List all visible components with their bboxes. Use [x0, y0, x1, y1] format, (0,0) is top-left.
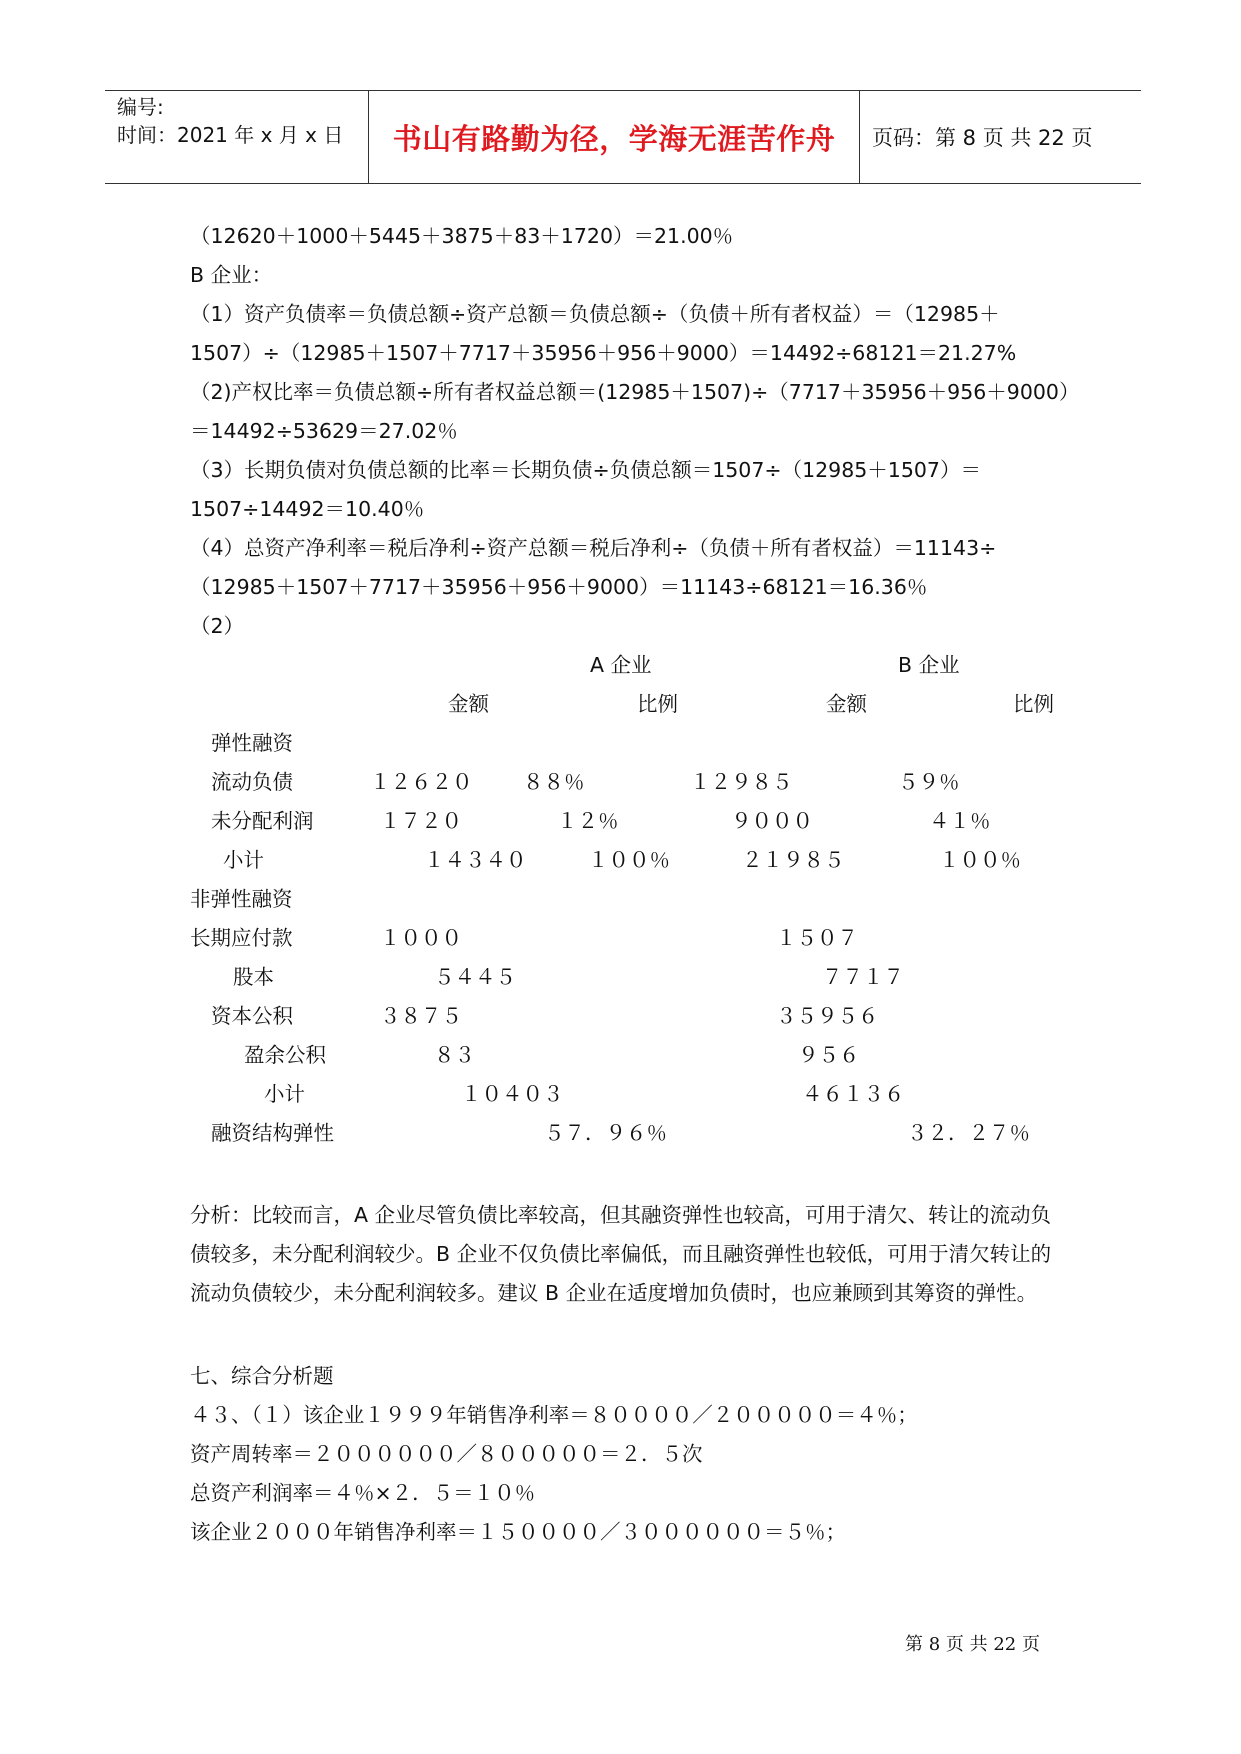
- cell-value: １２９８５: [690, 770, 793, 794]
- row-label: 股本: [233, 965, 274, 989]
- col-header-b: B 企业: [898, 653, 960, 677]
- calc-line: 该企业２０００年销售净利率＝１５００００／３００００００＝５％；: [190, 1520, 846, 1544]
- row-label: 弹性融资: [211, 731, 293, 755]
- col-header-a: A 企业: [590, 653, 652, 677]
- cell-value: １５０７: [776, 926, 858, 950]
- calc-line: （2)产权比率＝负债总额÷所有者权益总额＝(12985＋1507)÷（7717＋35956＋956＋9000）: [190, 380, 1080, 404]
- row-label: 资本公积: [211, 1004, 293, 1028]
- page-header: [105, 90, 1141, 184]
- page-footer: 第 8 页 共 22 页: [905, 1634, 1040, 1655]
- col-amount-a: 金额: [448, 692, 489, 716]
- row-label: 小计: [264, 1082, 305, 1106]
- cell-value: １０００: [380, 926, 462, 950]
- row-label: 流动负债: [211, 770, 293, 794]
- calc-line: （12985＋1507＋7717＋35956＋956＋9000）＝11143÷68121＝16.36％: [190, 575, 928, 599]
- cell-value: ３５９５６: [776, 1004, 879, 1028]
- header-page-label: 页码：第 8 页 共 22 页: [872, 126, 1093, 150]
- cell-value: １７２０: [380, 809, 462, 833]
- cell-value: １００％: [588, 848, 670, 872]
- row-label: 非弹性融资: [190, 887, 293, 911]
- cell-value: ５９％: [898, 770, 960, 794]
- cell-value: ９５６: [798, 1043, 860, 1067]
- section-label: （2）: [190, 614, 245, 638]
- col-amount-b: 金额: [826, 692, 867, 716]
- cell-value: １４３４０: [424, 848, 527, 872]
- header-motto: [368, 91, 860, 183]
- calc-line: 1507÷14492＝10.40％: [190, 497, 425, 521]
- cell-value: １２％: [557, 809, 619, 833]
- calc-line: （12620＋1000＋5445＋3875＋83＋1720）＝21.00％: [190, 224, 734, 248]
- section-heading: 七、综合分析题: [190, 1364, 334, 1388]
- doc-time-label: 时间：2021 年 x 月 x 日: [117, 123, 344, 147]
- cell-value: ４１％: [929, 809, 991, 833]
- col-ratio-b: 比例: [1013, 692, 1054, 716]
- row-label: 盈余公积: [244, 1043, 326, 1067]
- calc-line: （1）资产负债率＝负债总额÷资产总额＝负债总额÷（负债＋所有者权益）＝（12985＋: [190, 302, 1000, 326]
- calc-line: （4）总资产净利率＝税后净利÷资产总额＝税后净利÷（负债＋所有者权益）＝11143÷: [190, 536, 997, 560]
- col-ratio-a: 比例: [637, 692, 678, 716]
- calc-line: （3）长期负债对负债总额的比率＝长期负债÷负债总额＝1507÷（12985＋1507）＝: [190, 458, 981, 482]
- calc-line: ４３、（１）该企业１９９９年销售净利率＝８００００／２０００００＝４％；: [190, 1403, 918, 1427]
- section-label: B 企业：: [190, 263, 273, 287]
- analysis-paragraph: 分析：比较而言，A 企业尽管负债比率较高，但其融资弹性也较高，可用于清欠、转让的流动负债较多，未分配利润较少。B 企业不仅负债比率偏低，而且融资弹性也较低，可用于清欠转让的流动负债较少，未分配利润较多。建议 B 企业在适度增加负债时，也应兼顾到其筹资的弹性。: [190, 1203, 1052, 1305]
- cell-value: ８３: [434, 1043, 475, 1067]
- cell-value: ２１９８５: [742, 848, 845, 872]
- row-label: 长期应付款: [190, 926, 293, 950]
- cell-value: ７７１７: [822, 965, 904, 989]
- cell-value: ３８７５: [380, 1004, 462, 1028]
- calc-line: 1507）÷（12985＋1507＋7717＋35956＋956＋9000）＝14492÷68121＝21.27%: [190, 341, 1017, 365]
- cell-value: ４６１３６: [802, 1082, 905, 1106]
- calc-line: 总资产利润率＝４％×２．５＝１０％: [190, 1481, 536, 1505]
- header-meta: [105, 91, 368, 185]
- cell-value: ３２．２７％: [907, 1121, 1030, 1145]
- cell-value: ９０００: [731, 809, 813, 833]
- row-label: 融资结构弹性: [211, 1121, 334, 1145]
- motto-text: 书山有路勤为径，学海无涯苦作舟: [392, 121, 836, 156]
- row-label: 未分配利润: [211, 809, 314, 833]
- cell-value: ８８％: [523, 770, 585, 794]
- cell-value: １２６２０: [370, 770, 473, 794]
- calc-line: 资产周转率＝２００００００／８０００００＝２．５次: [190, 1442, 703, 1466]
- doc-number-label: 编号:: [117, 95, 164, 119]
- calc-line: ＝14492÷53629＝27.02％: [190, 419, 458, 443]
- cell-value: １０４０３: [461, 1082, 564, 1106]
- row-label: 小计: [223, 848, 264, 872]
- cell-value: ５７．９６％: [544, 1121, 667, 1145]
- cell-value: ５４４５: [434, 965, 516, 989]
- cell-value: １００％: [939, 848, 1021, 872]
